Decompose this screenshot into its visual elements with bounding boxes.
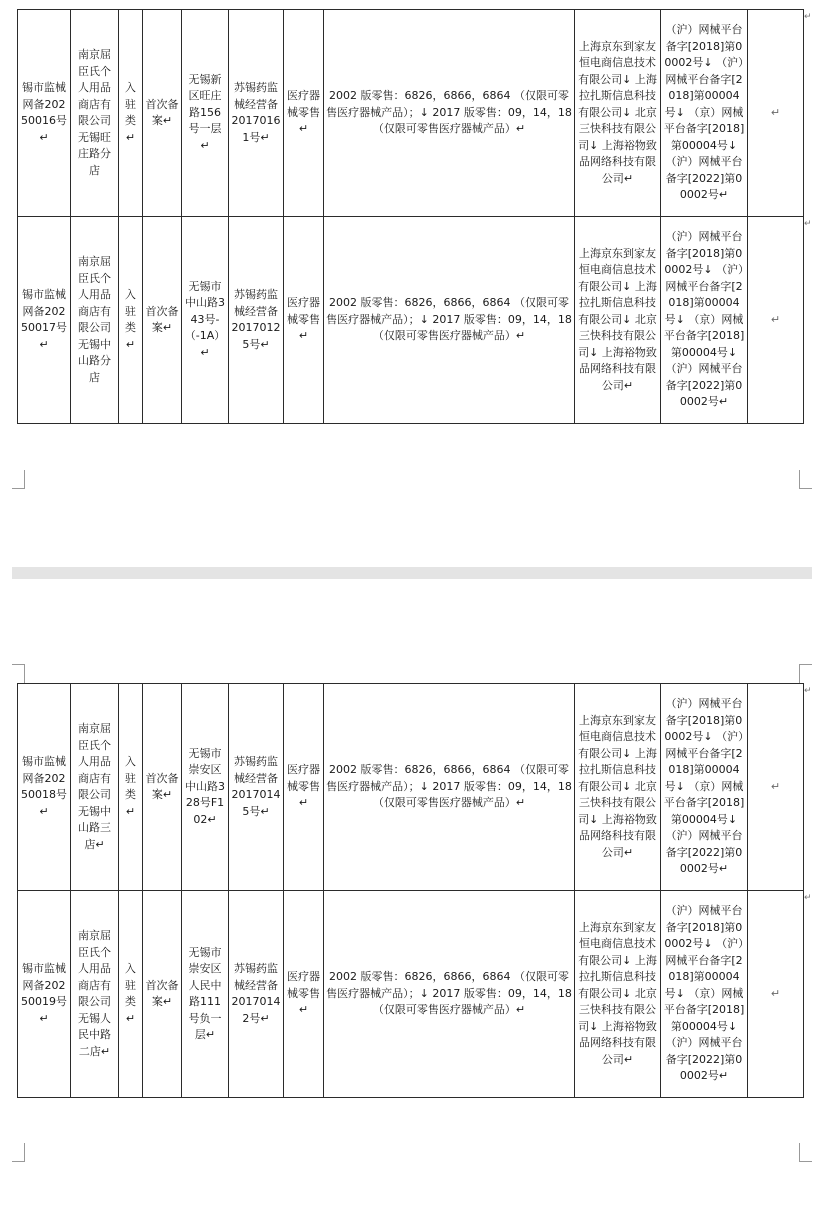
row-end-mark: ↵ [804, 893, 812, 903]
crop-mark-bottom-left-2 [12, 1143, 25, 1162]
cell-end-mark: ↵ [748, 10, 804, 217]
row-end-mark: ↵ [804, 219, 812, 229]
filing-type-cell: 首次备案↵ [143, 217, 182, 424]
filing-table-1 [17, 9, 804, 424]
platforms-cell: 上海京东到家友恒电商信息技术有限公司↓ 上海拉扎斯信息科技有限公司↓ 北京三快科技有限公司↓ 上海裕物致品网络科技有限公司↵ [575, 891, 661, 1098]
address-cell: 无锡市中山路343号-（-1A）↵ [182, 217, 229, 424]
record-number-cell: 锡市监械网备20250017号↵ [18, 217, 71, 424]
category-cell: 入驻类↵ [119, 684, 143, 891]
business-cell: 医疗器械零售↵ [284, 10, 324, 217]
category-cell: 入驻类↵ [119, 217, 143, 424]
address-cell: 无锡市崇安区人民中路111号负一层↵ [182, 891, 229, 1098]
address-cell: 无锡新区旺庄路156号一层↵ [182, 10, 229, 217]
crop-mark-bottom-left [12, 470, 25, 489]
company-cell: 南京屈臣氏个人用品商店有限公司无锡人民中路二店↵ [71, 891, 119, 1098]
platforms-cell: 上海京东到家友恒电商信息技术有限公司↓ 上海拉扎斯信息科技有限公司↓ 北京三快科技有限公司↓ 上海裕物致品网络科技有限公司↵ [575, 10, 661, 217]
table-row [18, 10, 804, 217]
cell-end-mark: ↵ [748, 684, 804, 891]
license-cell: 苏锡药监械经营备20170145号↵ [229, 684, 284, 891]
cell-end-mark: ↵ [748, 217, 804, 424]
record-number-cell: 锡市监械网备20250019号↵ [18, 891, 71, 1098]
crop-mark-bottom-right-2 [799, 1143, 812, 1162]
scope-cell: 2002 版零售：6826，6866，6864 （仅限可零售医疗器械产品）；↓ 2017 版零售：09，14，18 （仅限可零售医疗器械产品）↵ [324, 891, 575, 1098]
platforms-cell: 上海京东到家友恒电商信息技术有限公司↓ 上海拉扎斯信息科技有限公司↓ 北京三快科技有限公司↓ 上海裕物致品网络科技有限公司↵ [575, 217, 661, 424]
row-end-mark: ↵ [804, 686, 812, 696]
row-end-mark: ↵ [804, 12, 812, 22]
license-cell: 苏锡药监械经营备20170142号↵ [229, 891, 284, 1098]
record-number-cell: 锡市监械网备20250016号↵ [18, 10, 71, 217]
scope-cell: 2002 版零售：6826，6866，6864 （仅限可零售医疗器械产品）；↓ 2017 版零售：09，14，18 （仅限可零售医疗器械产品）↵ [324, 684, 575, 891]
scope-cell: 2002 版零售：6826，6866，6864 （仅限可零售医疗器械产品）；↓ 2017 版零售：09，14，18 （仅限可零售医疗器械产品）↵ [324, 10, 575, 217]
license-cell: 苏锡药监械经营备20170161号↵ [229, 10, 284, 217]
table-row [18, 684, 804, 891]
table-row [18, 891, 804, 1098]
license-cell: 苏锡药监械经营备20170125号↵ [229, 217, 284, 424]
business-cell: 医疗器械零售↵ [284, 891, 324, 1098]
crop-mark-top-left [12, 664, 25, 683]
page-gap [12, 567, 812, 579]
table-row [18, 217, 804, 424]
category-cell: 入驻类↵ [119, 10, 143, 217]
platform-filings-cell: （沪）网械平台备字[2018]第00002号↓ （沪）网械平台备字[2018]第00004号↓ （京）网械平台备字[2018]第00004号↓ （沪）网械平台备字[2022]第00002号↵ [661, 217, 748, 424]
cell-end-mark: ↵ [748, 891, 804, 1098]
filing-type-cell: 首次备案↵ [143, 684, 182, 891]
address-cell: 无锡市崇安区中山路328号F102↵ [182, 684, 229, 891]
business-cell: 医疗器械零售↵ [284, 217, 324, 424]
company-cell: 南京屈臣氏个人用品商店有限公司无锡中山路分店 [71, 217, 119, 424]
platform-filings-cell: （沪）网械平台备字[2018]第00002号↓ （沪）网械平台备字[2018]第00004号↓ （京）网械平台备字[2018]第00004号↓ （沪）网械平台备字[2022]第00002号↵ [661, 10, 748, 217]
filing-type-cell: 首次备案↵ [143, 10, 182, 217]
crop-mark-top-right [799, 664, 812, 683]
filing-type-cell: 首次备案↵ [143, 891, 182, 1098]
record-number-cell: 锡市监械网备20250018号↵ [18, 684, 71, 891]
business-cell: 医疗器械零售↵ [284, 684, 324, 891]
category-cell: 入驻类↵ [119, 891, 143, 1098]
platforms-cell: 上海京东到家友恒电商信息技术有限公司↓ 上海拉扎斯信息科技有限公司↓ 北京三快科技有限公司↓ 上海裕物致品网络科技有限公司↵ [575, 684, 661, 891]
scope-cell: 2002 版零售：6826，6866，6864 （仅限可零售医疗器械产品）；↓ 2017 版零售：09，14，18 （仅限可零售医疗器械产品）↵ [324, 217, 575, 424]
crop-mark-bottom-right [799, 470, 812, 489]
company-cell: 南京屈臣氏个人用品商店有限公司无锡旺庄路分店 [71, 10, 119, 217]
platform-filings-cell: （沪）网械平台备字[2018]第00002号↓ （沪）网械平台备字[2018]第00004号↓ （京）网械平台备字[2018]第00004号↓ （沪）网械平台备字[2022]第00002号↵ [661, 684, 748, 891]
filing-table-2 [17, 683, 804, 1098]
company-cell: 南京屈臣氏个人用品商店有限公司无锡中山路三店↵ [71, 684, 119, 891]
platform-filings-cell: （沪）网械平台备字[2018]第00002号↓ （沪）网械平台备字[2018]第00004号↓ （京）网械平台备字[2018]第00004号↓ （沪）网械平台备字[2022]第00002号↵ [661, 891, 748, 1098]
